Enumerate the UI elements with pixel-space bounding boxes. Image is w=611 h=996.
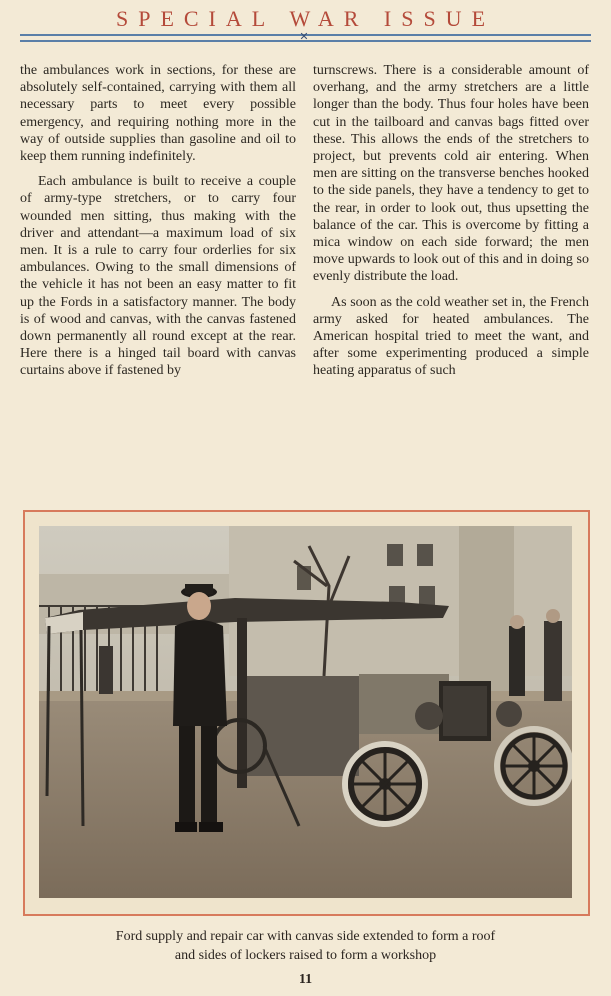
- paragraph: Each ambulance is built to receive a couple of army-type stretchers, or to carry four wounded men sitting, thus making with the driver and attendant—a maximum load of six men. It is a rule to carry four orderlies for six ambulances. Owing to the small dimensions of the vehicle it has not been an easy matter to fit up the Fords in a satisfactory manner. The body is of wood and canvas, with the canvas fastened down permanently all round except at the rear. Here there is a hinged tail board with canvas curtains above if fastened by: [20, 174, 296, 379]
- ornament-icon: ✕: [299, 30, 309, 43]
- paragraph: turnscrews. There is a considerable amount of overhang, and the army stretchers are a little longer than the body. Thus four holes have been cut in the tailboard and canvas bags fitted over these. This allows the ends of the stretchers to project, but prevents cold air entering. When men are sitting on the transverse benches hooked to the side panels, they have a tendency to get to the rear, in order to look out, thus upsetting the balance of the car. This is overcome by fitting a mica window on each side forward; the men move upwards to look out of this and in doing so evenly distribute the load.: [313, 63, 589, 285]
- page-header: [18, 6, 593, 43]
- paragraph: As soon as the cold weather set in, the French army asked for heated ambulances. The American hospital tried to meet the want, and after some experimenting produced a simple heating apparatus of such: [313, 294, 589, 379]
- header-title: SPECIAL WAR ISSUE: [115, 6, 496, 31]
- page-number: 11: [298, 972, 313, 987]
- text-column-left: [20, 62, 296, 380]
- caption-line: and sides of lockers raised to form a workshop: [174, 948, 437, 963]
- photo-illustration: [39, 526, 572, 898]
- figure-caption: [30, 927, 581, 965]
- caption-line: Ford supply and repair car with canvas side extended to form a roof: [115, 929, 496, 944]
- ford-repair-car-photo: [39, 526, 572, 898]
- paragraph: the ambulances work in sections, for these are absolutely self-contained, carrying with them all necessary parts to meet every possible emergency, and requiring nothing more in the way of outside supplies than gasoline and oil to keep them running indefinitely.: [20, 63, 296, 165]
- text-column-right: [313, 62, 589, 380]
- photo-frame: [23, 510, 590, 916]
